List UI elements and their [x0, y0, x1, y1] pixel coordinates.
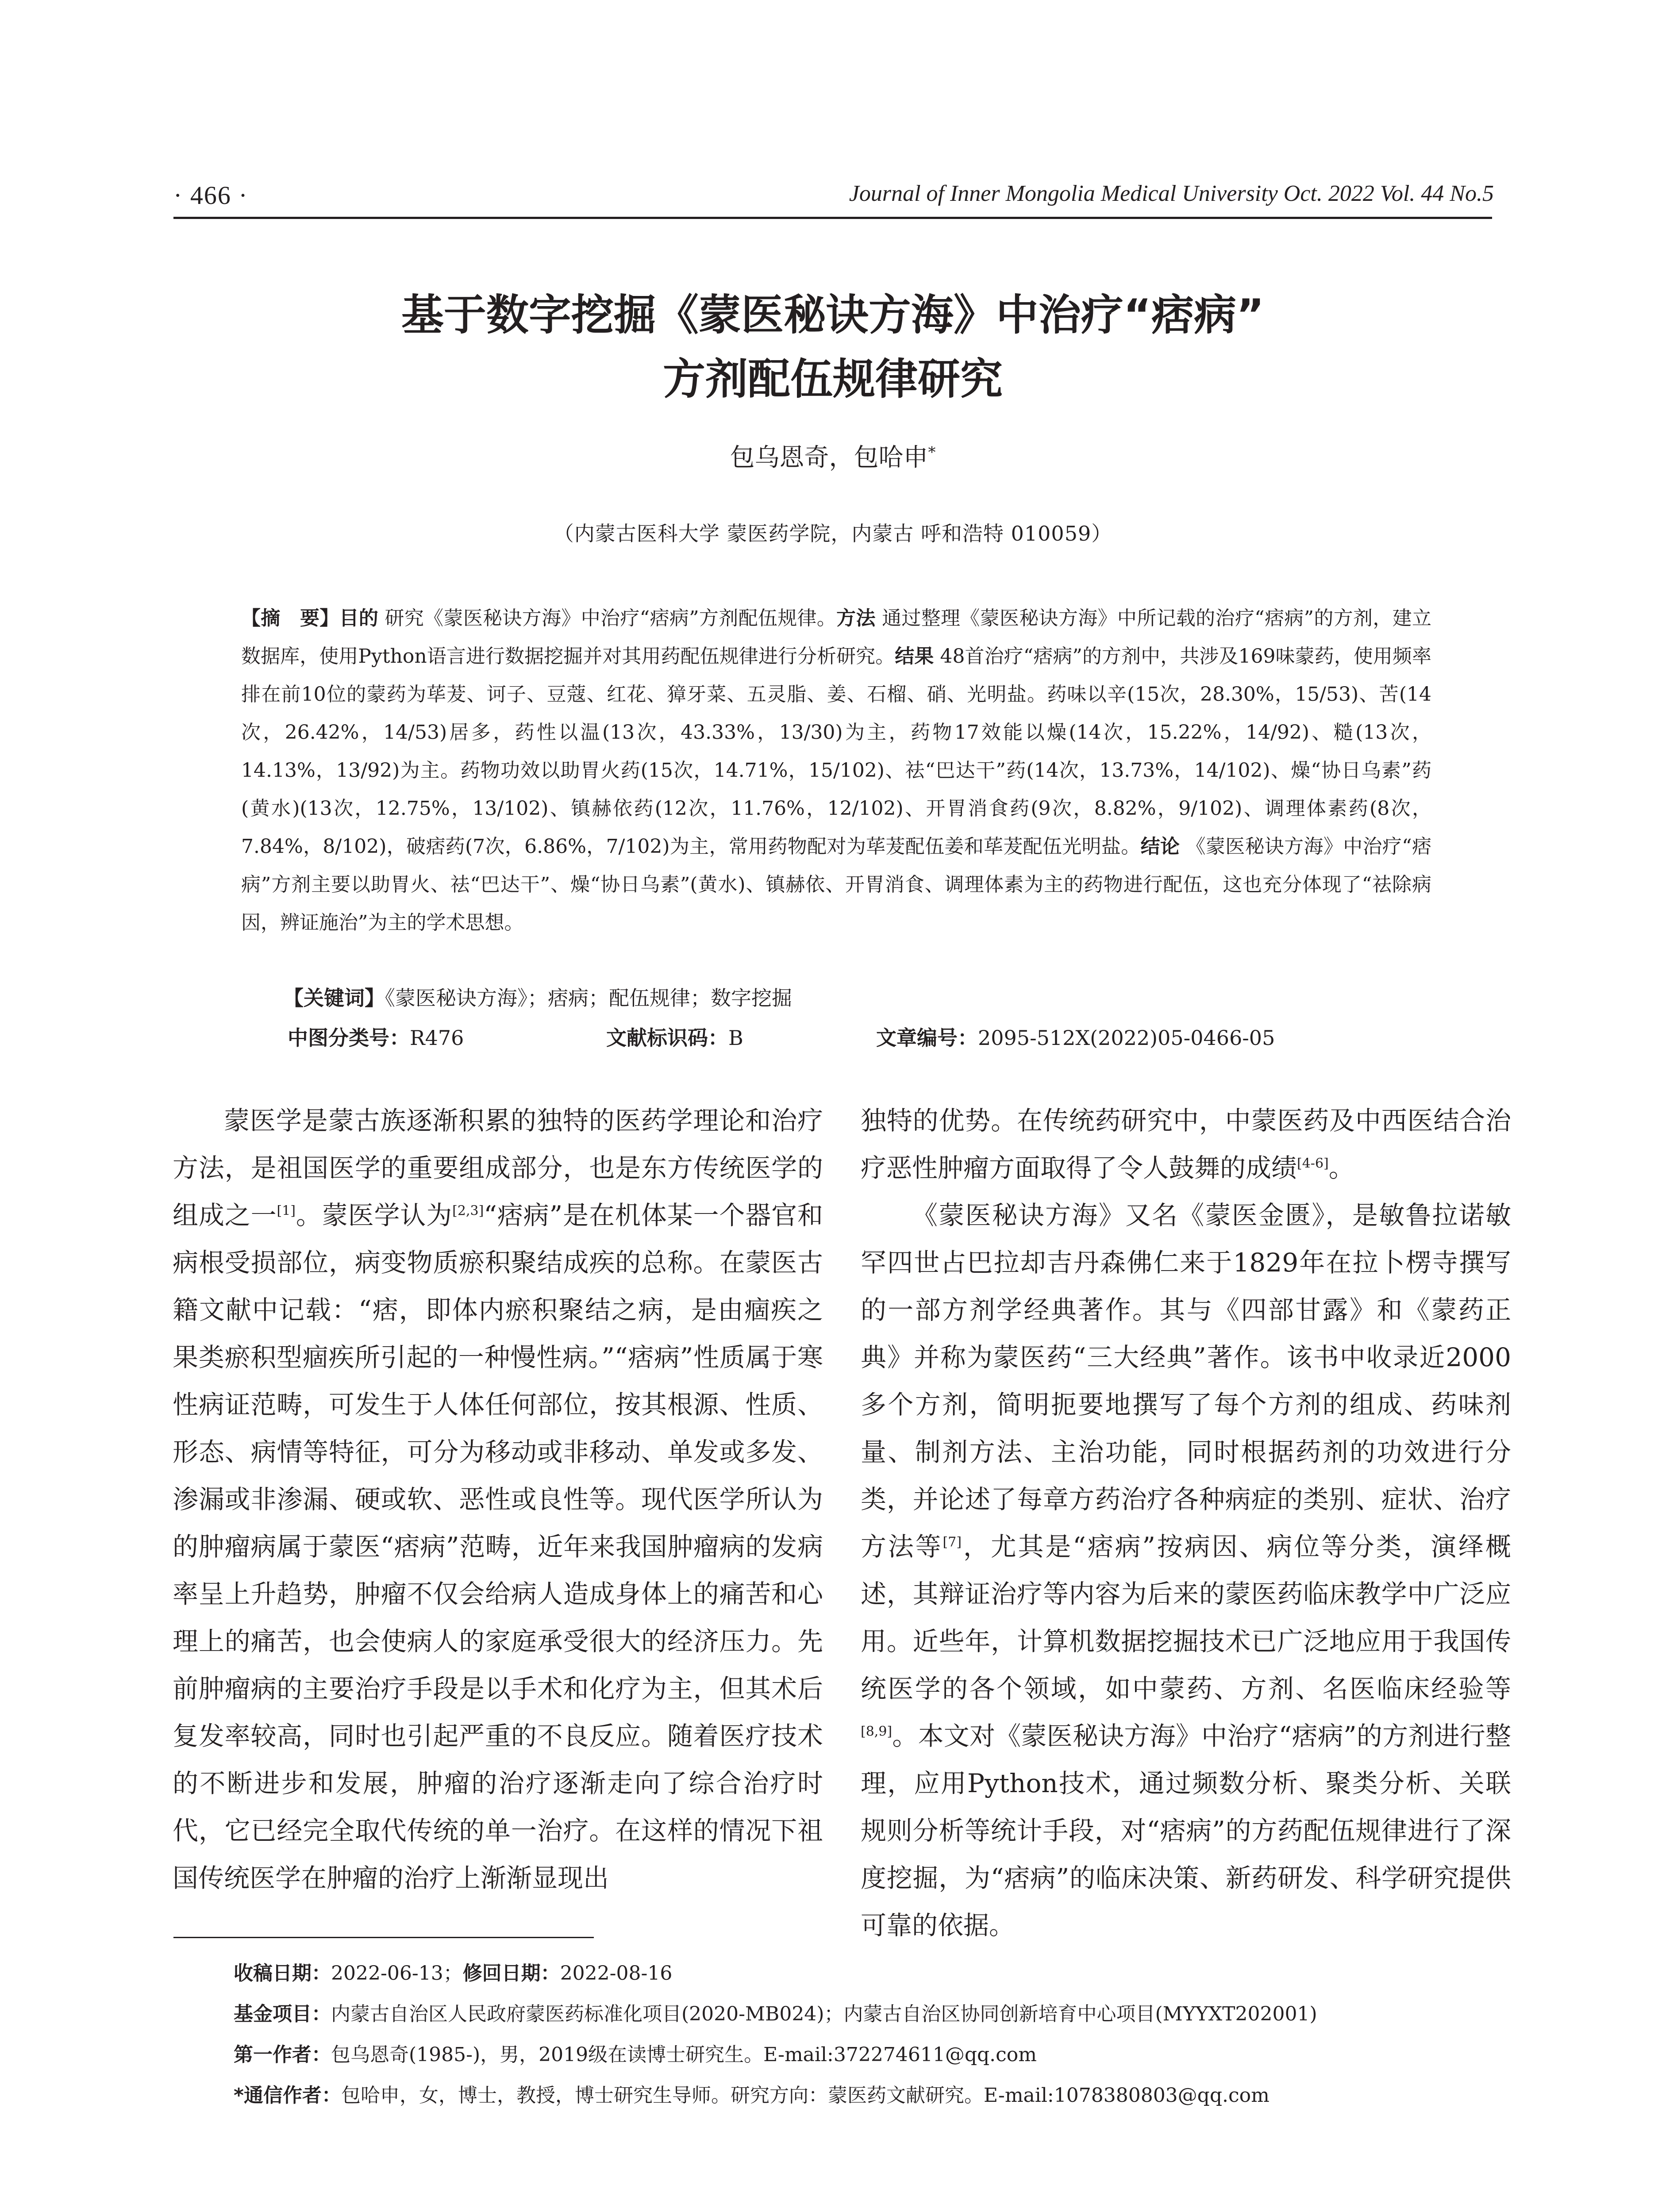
keywords-label: 【关键词】 [283, 986, 385, 1010]
abstract [241, 599, 1431, 942]
paragraph [861, 1097, 1511, 1192]
fund-value: 内蒙古自治区人民政府蒙医药标准化项目(2020-MB024)；内蒙古自治区协同创新培育中心项目(MYYXT202001) [331, 2003, 1317, 2025]
received-date [234, 1953, 1517, 1994]
classification-line [288, 1022, 1438, 1051]
method-text: 通过整理《蒙医秘诀方海》中所记载的治疗“痞病”的方剂，建立数据库，使用Python语言进行数据挖掘并对其用药配伍规律进行分析研究。 [241, 607, 1431, 668]
body-column-right [861, 1097, 1511, 1949]
title-line-1: 基于数字挖掘《蒙医秘诀方海》中治疗“痞病” [401, 290, 1265, 340]
article-title [173, 283, 1492, 411]
body-text: 独特的优势。在传统药研究中，中蒙医药及中西医结合治疗恶性肿瘤方面取得了令人鼓舞的成绩 [861, 1106, 1511, 1183]
first-author-value: 包乌恩奇(1985-)，男，2019级在读博士研究生。E-mail:372274611@qq.com [331, 2043, 1037, 2066]
citation: [1] [277, 1203, 296, 1219]
received-label: 收稿日期： [234, 1962, 331, 1985]
abstract-label: 【摘 要】 [241, 607, 339, 630]
body-text: 。 [1328, 1153, 1354, 1183]
revised-value: 2022-08-16 [560, 1962, 673, 1985]
corresponding-author-info [234, 2075, 1517, 2116]
clc-value: R476 [410, 1026, 464, 1050]
journal-header: Journal of Inner Mongolia Medical University Oct. 2022 Vol. 44 No.5 [849, 181, 1494, 206]
footnote-rule [173, 1937, 594, 1938]
paragraph [173, 1097, 823, 1902]
affiliation: （内蒙古医科大学 蒙医药学院，内蒙古 呼和浩特 010059） [553, 522, 1112, 545]
citation: [7] [943, 1534, 962, 1550]
article-no-value: 2095-512X(2022)05-0466-05 [978, 1026, 1275, 1050]
aim-label: 目的 [339, 607, 379, 630]
clc-label: 中图分类号： [288, 1026, 410, 1050]
corresponding-value: 包哈申，女，博士，教授，博士研究生导师。研究方向：蒙医药文献研究。E-mail:1078380803@qq.com [341, 2084, 1270, 2107]
fund-info [234, 1994, 1517, 2035]
body-text: ，尤其是“痞病”按病因、病位等分类，演绎概述，其辩证治疗等内容为后来的蒙医药临床教学中广泛应用。近些年，计算机数据挖掘技术已广泛地应用于我国传统医学的各个领域，如中蒙药、方剂、名医临床经验等 [861, 1532, 1511, 1704]
paragraph [861, 1192, 1511, 1949]
conclusion-label: 结论 [1140, 835, 1180, 858]
citation: [2,3] [452, 1203, 484, 1219]
keywords-text: 《蒙医秘诀方海》；痞病；配伍规律；数字挖掘 [385, 986, 792, 1010]
body-column-left [173, 1097, 823, 1902]
received-value: 2022-06-13； [331, 1962, 463, 1985]
body-text: 。蒙医学认为 [296, 1200, 453, 1230]
result-text: 48首治疗“痞病”的方剂中，共涉及169味蒙药，使用频率排在前10位的蒙药为荜茇、诃子、豆蔻、红花、獐牙菜、五灵脂、姜、石榴、硝、光明盐。药味以辛(15次，28.30%，15/53)、苦(14次，26.42%，14/53)居多，药性以温(13次，43.33%，13/30)为主，药物17效能以燥(14次，15.22%，14/92)、糙(13次，14.13%，13/92)为主。药物功效以助胃火药(15次，14.71%，15/102)、祛“巴达干”药(14次，13.73%，14/102)、燥“协日乌素”药(黄水)(13次，12.75%，13/102)、镇赫依药(12次，11.76%，12/102)、开胃消食药(9次，8.82%，9/102)、调理体素药(8次，7.84%，8/102)，破痞药(7次，6.86%，7/102)为主，常用药物配对为荜茇配伍姜和荜茇配伍光明盐。 [241, 645, 1431, 858]
author-names: 包乌恩奇，包哈申 [730, 443, 928, 472]
body-text: 《蒙医秘诀方海》又名《蒙医金匮》，是敏鲁拉诺敏罕四世占巴拉却吉丹森佛仁来于1829年在拉卜楞寺撰写的一部方剂学经典著作。其与《四部甘露》和《蒙药正典》并称为蒙医药“三大经典”著作。该书中收录近2000多个方剂，简明扼要地撰写了每个方剂的组成、药味剂量、制剂方法、主治功能，同时根据药剂的功效进行分类，并论述了每章方药治疗各种病症的类别、症状、治疗方法等 [861, 1200, 1511, 1562]
page-number: · 466 · [173, 181, 248, 210]
revised-label: 修回日期： [462, 1962, 560, 1985]
body-text: 蒙医学是蒙古族逐渐积累的独特的医药学理论和治疗方法，是祖国医学的重要组成部分，也是东方传统医学的组成之一 [173, 1106, 823, 1230]
article-no-label: 文章编号： [876, 1026, 978, 1050]
keywords [283, 982, 1434, 1011]
first-author-info [234, 2035, 1517, 2075]
header-rule [173, 217, 1492, 219]
citation: [4-6] [1297, 1156, 1329, 1171]
body-text: “痞病”是在机体某一个器官和病根受损部位，病变物质瘀积聚结成疾的总称。在蒙医古籍文献中记载：“痞，即体内瘀积聚结之病，是由痼疾之果类瘀积型痼疾所引起的一种慢性病。”“痞病”性质属于寒性病证范畴，可发生于人体任何部位，按其根源、性质、形态、病情等特征，可分为移动或非移动、单发或多发、渗漏或非渗漏、硬或软、恶性或良性等。现代医学所认为的肿瘤病属于蒙医“痞病”范畴，近年来我国肿瘤病的发病率呈上升趋势，肿瘤不仅会给病人造成身体上的痛苦和心理上的痛苦，也会使病人的家庭承受很大的经济压力。先前肿瘤病的主要治疗手段是以手术和化疗为主，但其术后复发率较高，同时也引起严重的不良反应。随着医疗技术的不断进步和发展，肿瘤的治疗逐渐走向了综合治疗时代，它已经完全取代传统的单一治疗。在这样的情况下祖国传统医学在肿瘤的治疗上渐渐显现出 [173, 1200, 823, 1893]
body-text: 。本文对《蒙医秘诀方海》中治疗“痞病”的方剂进行整理，应用Python技术，通过频数分析、聚类分析、关联规则分析等统计手段，对“痞病”的方药配伍规律进行了深度挖掘，为“痞病”的临床决策、新药研发、科学研究提供可靠的依据。 [861, 1721, 1511, 1940]
authors [173, 438, 1492, 473]
corresponding-mark: * [928, 443, 936, 461]
conclusion-text: 《蒙医秘诀方海》中治疗“痞病”方剂主要以助胃火、祛“巴达干”、燥“协日乌素”(黄水)、镇赫依、开胃消食、调理体素为主的药物进行配伍，这也充分体现了“祛除病因，辨证施治”为主的学术思想。 [241, 835, 1431, 934]
doc-code-value: B [728, 1026, 743, 1050]
title-line-2: 方剂配伍规律研究 [663, 354, 1003, 404]
first-author-label: 第一作者： [234, 2043, 331, 2066]
result-label: 结果 [895, 645, 934, 668]
footnotes [234, 1953, 1517, 2116]
doc-code-label: 文献标识码： [606, 1026, 728, 1050]
citation: [8,9] [861, 1724, 893, 1740]
fund-label: 基金项目： [234, 2003, 331, 2025]
corresponding-label: *通信作者： [234, 2084, 342, 2107]
aim-text: 研究《蒙医秘诀方海》中治疗“痞病”方剂配伍规律。 [385, 607, 837, 630]
method-label: 方法 [836, 607, 876, 630]
